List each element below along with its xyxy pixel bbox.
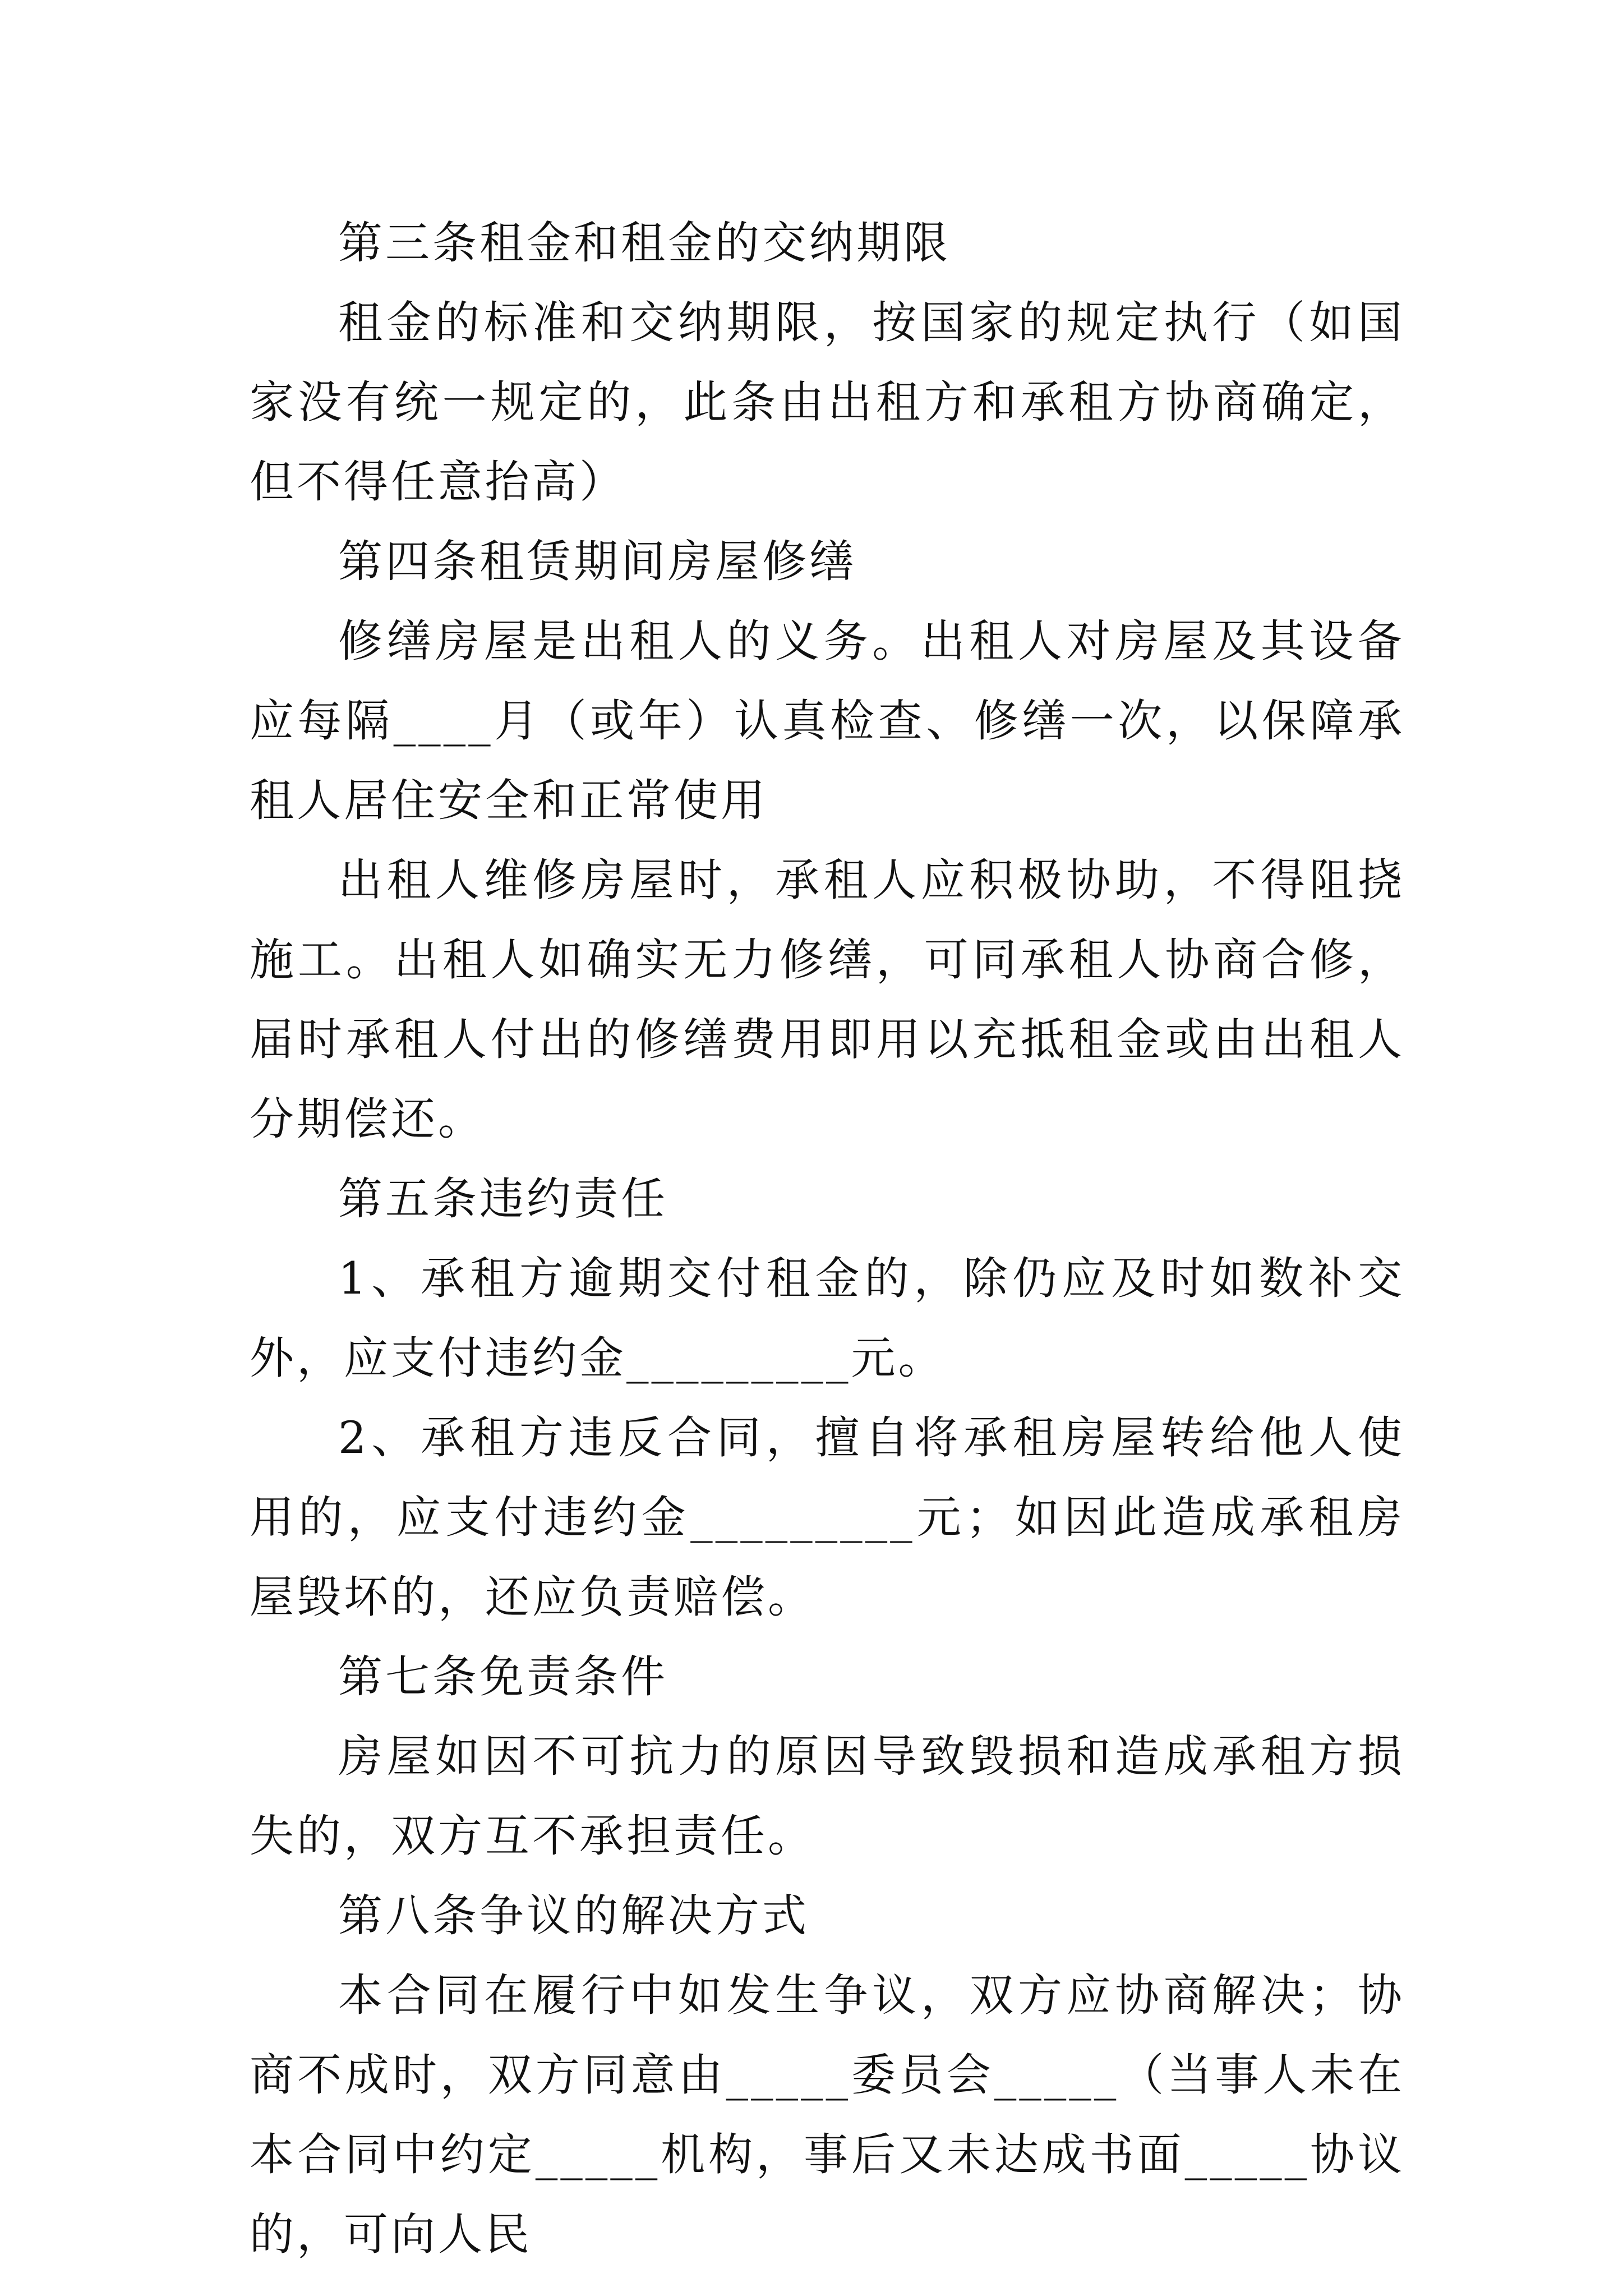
- article-3-body: 租金的标准和交纳期限，按国家的规定执行（如国家没有统一规定的，此条由出租方和承租方协商确定，但不得任意抬高）: [250, 297, 1405, 508]
- document-body: [250, 203, 1405, 2274]
- article-3-heading: 第三条租金和租金的交纳期限: [338, 217, 951, 269]
- article-8-body: 本合同在履行中如发生争议，双方应协商解决；协商不成时，双方同意由_____委员会_____（当事人未在本合同中约定_____机构，事后又未达成书面_____协议的，可向人民: [250, 1970, 1405, 2260]
- article-5-item-1: 1、承租方逾期交付租金的，除仍应及时如数补交外，应支付违约金_________元。: [250, 1253, 1405, 1384]
- article-4-heading: 第四条租赁期间房屋修缮: [338, 536, 856, 587]
- article-5-heading: 第五条违约责任: [338, 1173, 668, 1225]
- article-4-body-2: 出租人维修房屋时，承租人应积极协助，不得阻挠施工。出租人如确实无力修缮，可同承租人协商合修，届时承租人付出的修缮费用即用以充抵租金或由出租人分期偿还。: [250, 854, 1405, 1145]
- article-4-body-1: 修缮房屋是出租人的义务。出租人对房屋及其设备应每隔____月（或年）认真检查、修缮一次，以保障承租人居住安全和正常使用: [250, 615, 1405, 826]
- article-5-item-2: 2、承租方违反合同，擅自将承租房屋转给他人使用的，应支付违约金_________元；如因此造成承租房屋毁坏的，还应负责赔偿。: [250, 1412, 1405, 1623]
- article-7-heading: 第七条免责条件: [338, 1651, 668, 1703]
- article-8-heading: 第八条争议的解决方式: [338, 1890, 809, 1941]
- article-7-body: 房屋如因不可抗力的原因导致毁损和造成承租方损失的，双方互不承担责任。: [250, 1731, 1405, 1862]
